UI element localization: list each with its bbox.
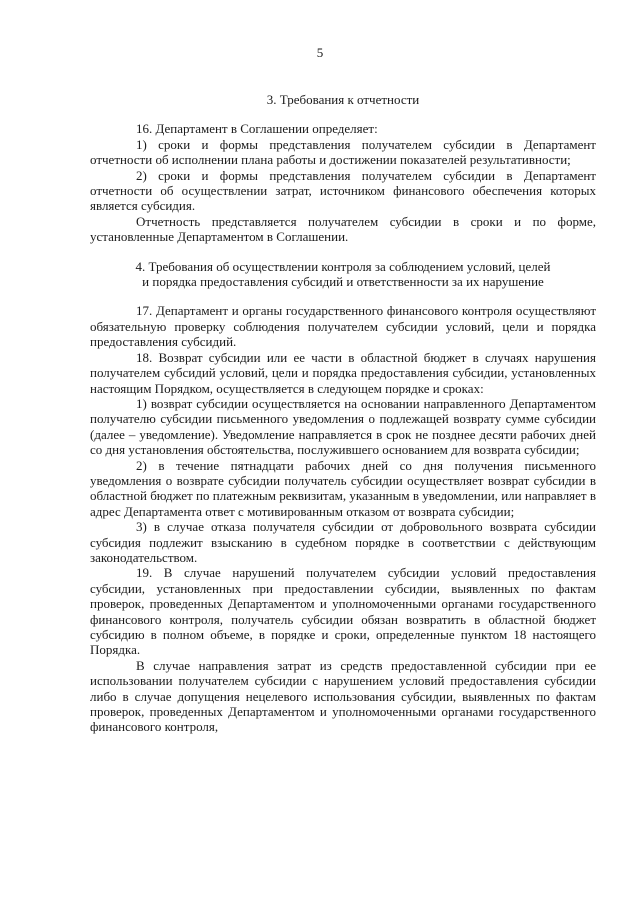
paragraph-18: 18. Возврат субсидии или ее части в областной бюджет в случаях нарушения получателем субсидий условий, цели и порядка предоставления субсидии, установленных настоящим Порядком, осуществляется в следующем порядке и сроках: [90,349,596,396]
paragraph-16-item-2: 2) сроки и формы представления получателем субсидии в Департамент отчетности об осуществлении затрат, источником финансового обеспечения которых является субсидия. [90,167,596,214]
paragraph-18-item-2: 2) в течение пятнадцати рабочих дней со дня получения письменного уведомления о возврате субсидии получатель субсидии осуществляет возврат субсидии в областной бюджет по платежным реквизитам, указанным в уведомлении, или направляет в адрес Департамента ответ с мотивированным отказом от возврата субсидии; [90,457,596,519]
paragraph-16: 16. Департамент в Соглашении определяет: [136,121,378,137]
spacer [90,245,596,259]
section-4-heading-line-2: и порядка предоставления субсидий и ответственности за их нарушение [142,274,544,290]
paragraph-19: 19. В случае нарушений получателем субсидии условий предоставления субсидии, установленных при предоставлении субсидии, выявленных по фактам проверок, проведенных Департаментом и уполномоченными органами государственного финансового контроля, получатель субсидии обязан возвратить в областной бюджет субсидию в полном объеме, в порядке и сроки, определенные пунктом 18 настоящего Порядка. [90,565,596,658]
section-3-heading: 3. Требования к отчетности [266,92,420,107]
spacer [90,107,596,121]
page-number: 5 [316,45,324,60]
paragraph-17: 17. Департамент и органы государственного финансового контроля осуществляют обязательную проверку соблюдения получателем субсидии условий, цели и порядка предоставления субсидий. [90,303,596,350]
paragraph-reporting-note: Отчетность представляется получателем субсидии в сроки и по форме, установленные Департаментом в Соглашении. [90,213,596,245]
spacer [90,289,596,303]
section-4-heading-line-1: 4. Требования об осуществлении контроля за соблюдением условий, целей [135,258,551,274]
paragraph-16-item-1: 1) сроки и формы представления получателем субсидии в Департамент отчетности об исполнении плана работы и достижении показателей результативности; [90,136,596,168]
document-body [90,92,596,735]
paragraph-19-continuation: В случае направления затрат из средств предоставленной субсидии при ее использовании получателем субсидии с нарушением условий предоставления субсидии либо в случае допущения нецелевого использования субсидии, выявленных по фактам проверок, проведенных Департаментом и уполномоченными органами государственного финансового контроля, [90,657,596,735]
paragraph-18-item-1: 1) возврат субсидии осуществляется на основании направленного Департаментом получателю субсидии письменного уведомления о подлежащей возврату сумме субсидии (далее – уведомление). Уведомление направляется в срок не позднее десяти рабочих дней со дня установления обстоятельства, послужившего основанием для возврата субсидии; [90,395,596,458]
paragraph-18-item-3: 3) в случае отказа получателя субсидии от добровольного возврата субсидии субсидия подлежит взысканию в судебном порядке в соответствии с действующим законодательством. [90,519,596,565]
